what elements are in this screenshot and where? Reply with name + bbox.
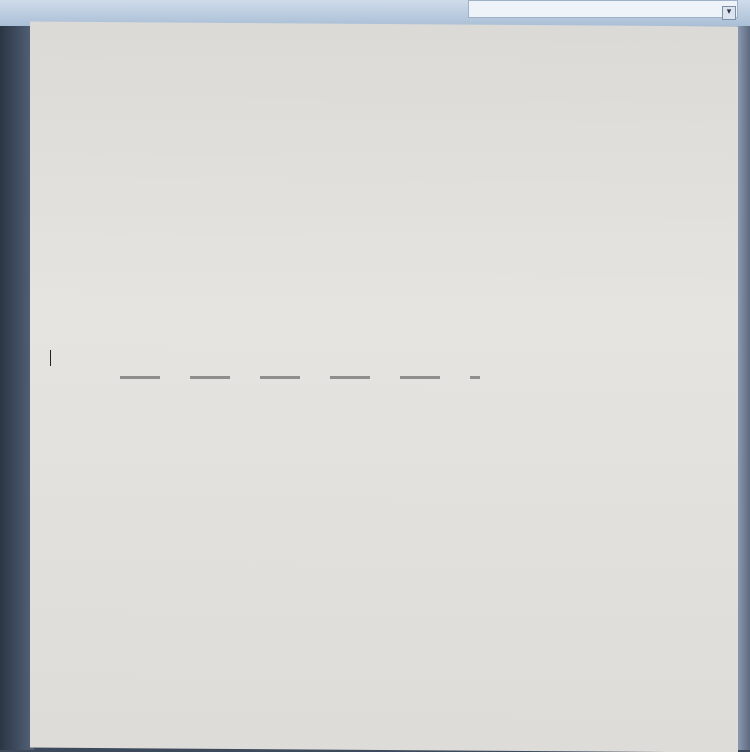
expand-icon[interactable]: ▾ (722, 6, 736, 20)
paragraph-style-box[interactable] (468, 0, 738, 18)
cropped-line (120, 376, 480, 379)
document-page (30, 22, 738, 752)
screen-frame-left (0, 26, 34, 750)
text-cursor (50, 350, 51, 366)
